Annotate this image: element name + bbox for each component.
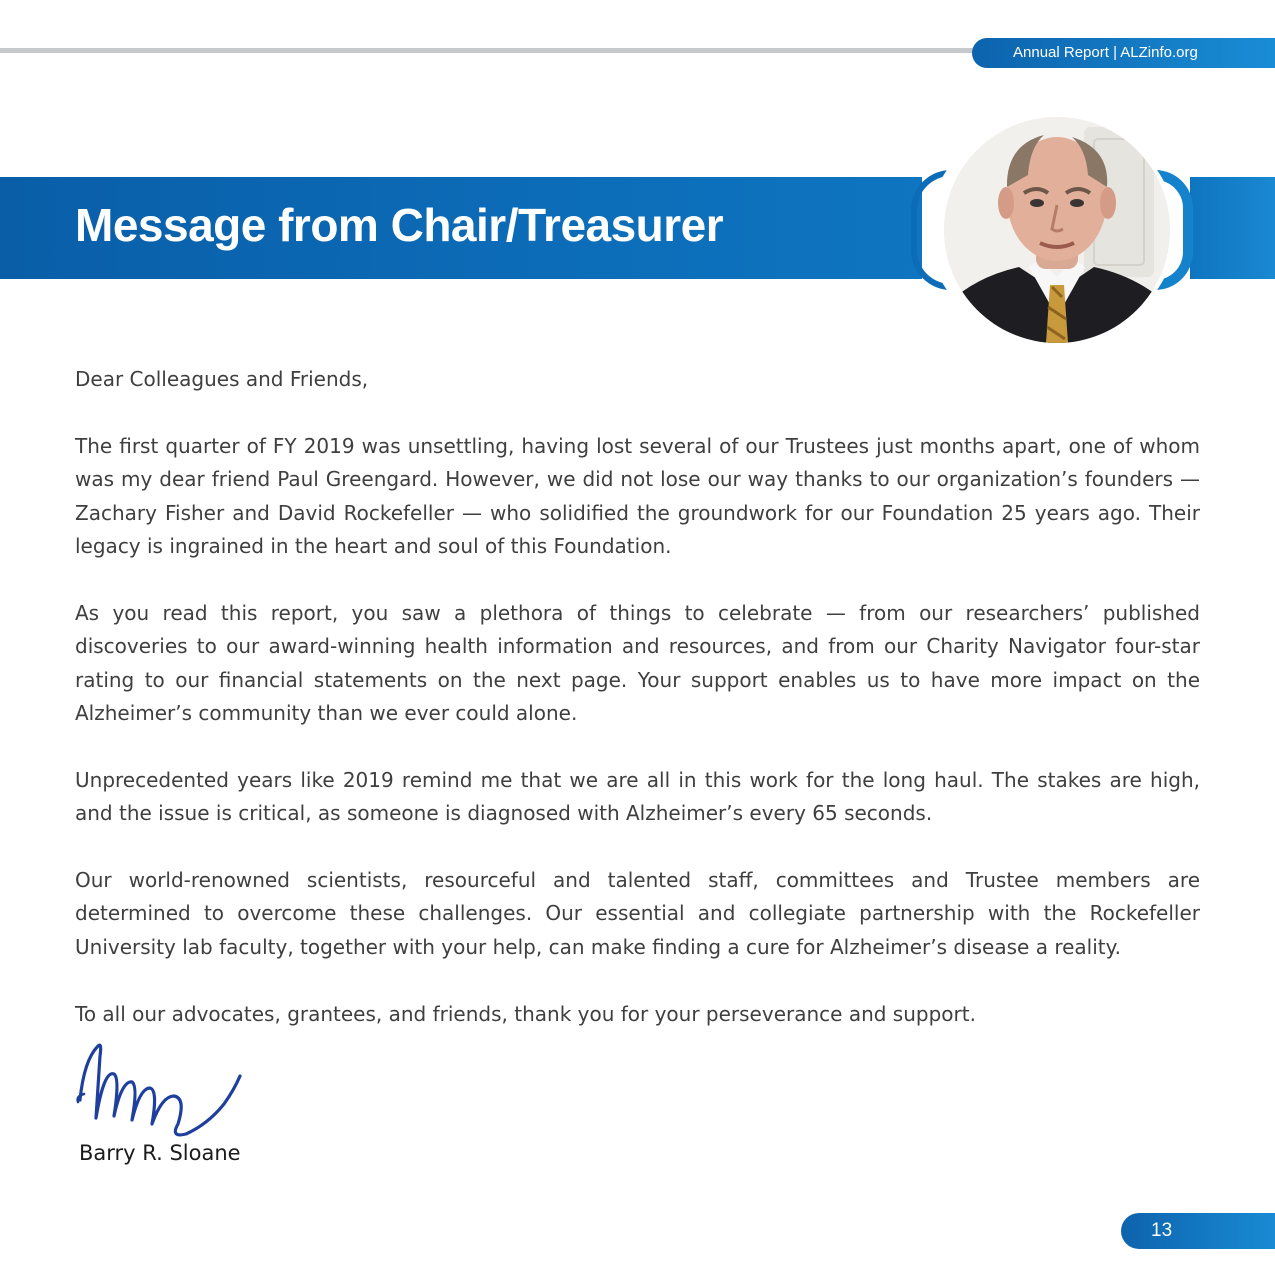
signature-ink xyxy=(74,1040,249,1140)
title-band xyxy=(0,177,922,279)
page-title: Message from Chair/Treasurer xyxy=(75,199,724,251)
letter-paragraph: To all our advocates, grantees, and friends, thank you for your perseverance and support. xyxy=(75,1001,976,1026)
running-header: Annual Report | ALZinfo.org xyxy=(972,38,1275,68)
portrait-frame xyxy=(911,117,1193,343)
signer-name: Barry R. Sloane xyxy=(79,1141,241,1165)
letter-body xyxy=(75,363,1200,1031)
page-number: 13 xyxy=(1121,1213,1275,1249)
letter-paragraph: As you read this report, you saw a plethora of things to celebrate — from our researchers’ published discoveries to our award-winning health information and resources, and from our Charity Navigator four-star rating to our financial statements on the next page. Your support enables us to have more impact on the Alzheimer’s community than we ever could alone. xyxy=(75,600,1200,726)
title-band-end xyxy=(1190,177,1275,279)
portrait-illustration xyxy=(944,117,1170,343)
header-rule xyxy=(0,48,990,53)
signature xyxy=(74,1040,249,1140)
letter-paragraph: Our world-renowned scientists, resourceful and talented staff, committees and Trustee members are determined to overcome these challenges. Our essential and collegiate partnership with the Rockefeller University lab faculty, together with your help, can make finding a cure for Alzheimer’s disease a reality. xyxy=(75,868,1200,959)
portrait-photo xyxy=(944,117,1170,343)
salutation: Dear Colleagues and Friends, xyxy=(75,367,369,391)
letter-paragraph: Unprecedented years like 2019 remind me that we are all in this work for the long haul. The stakes are high, and the issue is critical, as someone is diagnosed with Alzheimer’s every 65 seconds. xyxy=(75,767,1200,826)
letter-paragraph: The first quarter of FY 2019 was unsettling, having lost several of our Trustees just months apart, one of whom was my dear friend Paul Greengard. However, we did not lose our way thanks to our organization’s founders — Zachary Fisher and David Rockefeller — who solidified the groundwork for our Foundation 25 years ago. Their legacy is ingrained in the heart and soul of this Foundation. xyxy=(75,433,1200,559)
